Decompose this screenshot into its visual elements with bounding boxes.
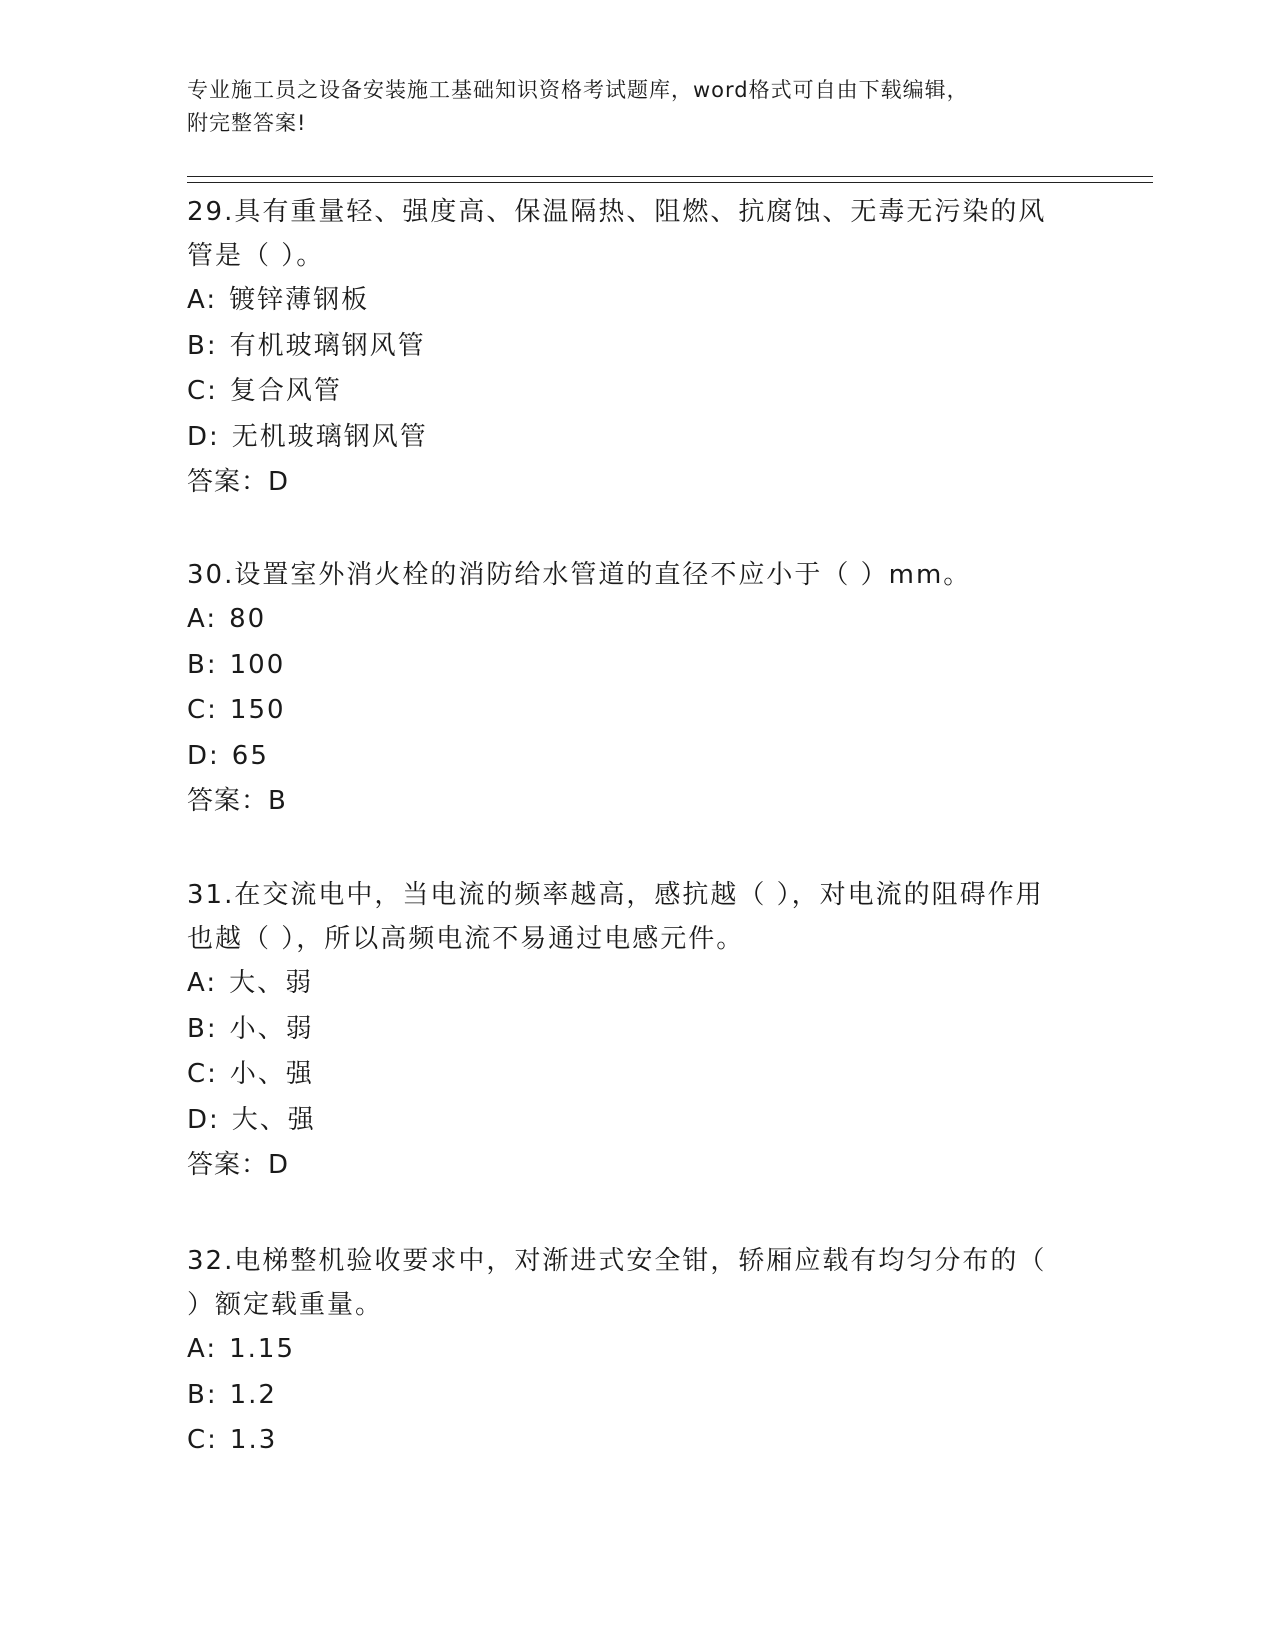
option-b: B: 小、弱	[187, 1013, 314, 1044]
option-a: A: 大、弱	[187, 968, 314, 998]
option-a: A: 80	[187, 604, 267, 634]
document-header	[187, 74, 1067, 140]
option-c: C: 小、强	[187, 1059, 314, 1089]
answer: 答案：D	[187, 467, 290, 497]
header-line-2: 附完整答案!	[187, 111, 307, 135]
question-31	[187, 873, 1087, 1188]
header-divider-top	[187, 176, 1153, 177]
option-b: B: 有机玻璃钢风管	[187, 330, 426, 361]
question-32	[187, 1239, 1087, 1464]
option-c: C: 1.3	[187, 1425, 278, 1455]
question-30	[187, 553, 1087, 824]
option-c: C: 150	[187, 695, 286, 725]
question-text: 31.在交流电中，当电流的频率越高，感抗越（ ），对电流的阻碍作用也越（ ），所以高频电流不易通过电感元件。	[187, 880, 1044, 954]
question-text: 32.电梯整机验收要求中，对渐进式安全钳，轿厢应载有均匀分布的（ ）额定载重量。	[187, 1246, 1047, 1320]
option-d: D: 无机玻璃钢风管	[187, 421, 428, 452]
option-a: A: 镀锌薄钢板	[187, 285, 370, 315]
option-d: D: 65	[187, 740, 269, 771]
option-c: C: 复合风管	[187, 376, 342, 406]
question-text: 29.具有重量轻、强度高、保温隔热、阻燃、抗腐蚀、无毒无污染的风管是（ ）。	[187, 197, 1047, 271]
option-b: B: 100	[187, 649, 286, 680]
option-d: D: 大、强	[187, 1104, 316, 1135]
option-a: A: 1.15	[187, 1334, 295, 1364]
header-line-1: 专业施工员之设备安装施工基础知识资格考试题库，word格式可自由下载编辑，	[187, 78, 969, 102]
question-text: 30.设置室外消火栓的消防给水管道的直径不应小于（ ）mm。	[187, 560, 972, 590]
answer: 答案：B	[187, 786, 287, 816]
question-29	[187, 190, 1087, 505]
answer: 答案：D	[187, 1150, 290, 1180]
header-divider-bottom	[187, 182, 1153, 183]
option-b: B: 1.2	[187, 1379, 277, 1410]
